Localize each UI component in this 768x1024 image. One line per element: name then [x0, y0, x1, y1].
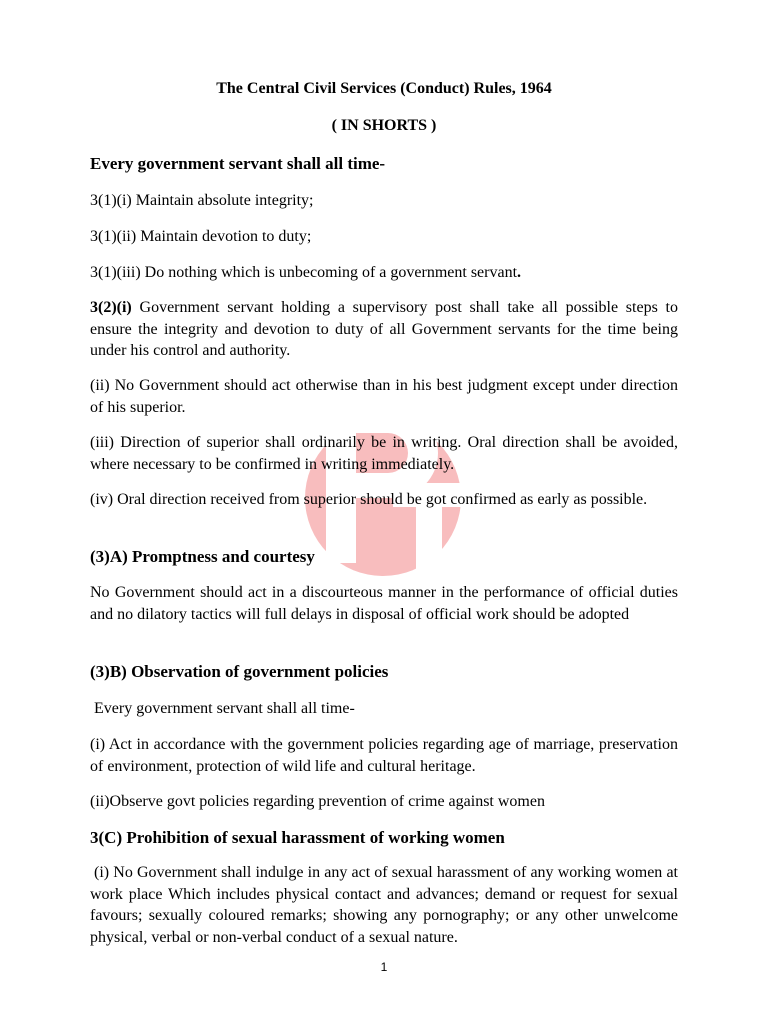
section-3b-intro: Every government servant shall all time- — [94, 700, 355, 717]
document-title: The Central Civil Services (Conduct) Rules, 1964 — [216, 80, 552, 97]
rule-3-1-iii-period: . — [517, 264, 522, 281]
rule-3-2-text: Government servant holding a supervisory post shall take all possible steps to ensure the integrity and devotion to duty of all Government servants for the time being under his control and authority. — [90, 299, 679, 359]
rule-3-1-ii: 3(1)(ii) Maintain devotion to duty; — [90, 228, 312, 245]
section-3a-heading: (3)A) Promptness and courtesy — [90, 547, 315, 566]
rule-3-2-iv: (iv) Oral direction received from superior should be got confirmed as early as possible. — [90, 491, 648, 508]
rule-3-1-iii-text: 3(1)(iii) Do nothing which is unbecoming of a government servant — [90, 264, 518, 281]
rule-3-1-i: 3(1)(i) Maintain absolute integrity; — [90, 192, 314, 209]
section-3b-i: (i) Act in accordance with the government policies regarding age of marriage, preservation of environment, protection of wild life and cultural heritage. — [90, 736, 678, 775]
document-subtitle: ( IN SHORTS ) — [331, 117, 437, 134]
section-3a-text: No Government should act in a discourteous manner in the performance of official duties and no dilatory tactics will full delays in disposal of official work should be adopted — [90, 584, 678, 623]
page-number: 1 — [380, 960, 388, 974]
rule-3-2-i — [90, 297, 678, 362]
section-3b-ii: (ii)Observe govt policies regarding prevention of crime against women — [90, 793, 545, 810]
rule-3-2-label: 3(2)(i) — [90, 299, 132, 316]
section-3c-heading: 3(C) Prohibition of sexual harassment of working women — [90, 828, 505, 847]
section-3c-i: (i) No Government shall indulge in any act of sexual harassment of any working women at work place Which includes physical contact and advances; demand or request for sexual favours; sexually coloured remarks; showing any pornography; or any other unwelcome physical, verbal or non-verbal conduct of a sexual nature. — [90, 864, 678, 946]
section-3b-heading: (3)B) Observation of government policies — [90, 662, 389, 681]
rule-3-2-ii: (ii) No Government should act otherwise than in his best judgment except under direction of his superior. — [90, 377, 678, 416]
intro-heading: Every government servant shall all time- — [90, 154, 386, 173]
rule-3-1-iii — [90, 262, 678, 284]
rule-3-2-iii: (iii) Direction of superior shall ordinarily be in writing. Oral direction shall be avoided, where necessary to be confirmed in writing immediately. — [90, 434, 678, 473]
